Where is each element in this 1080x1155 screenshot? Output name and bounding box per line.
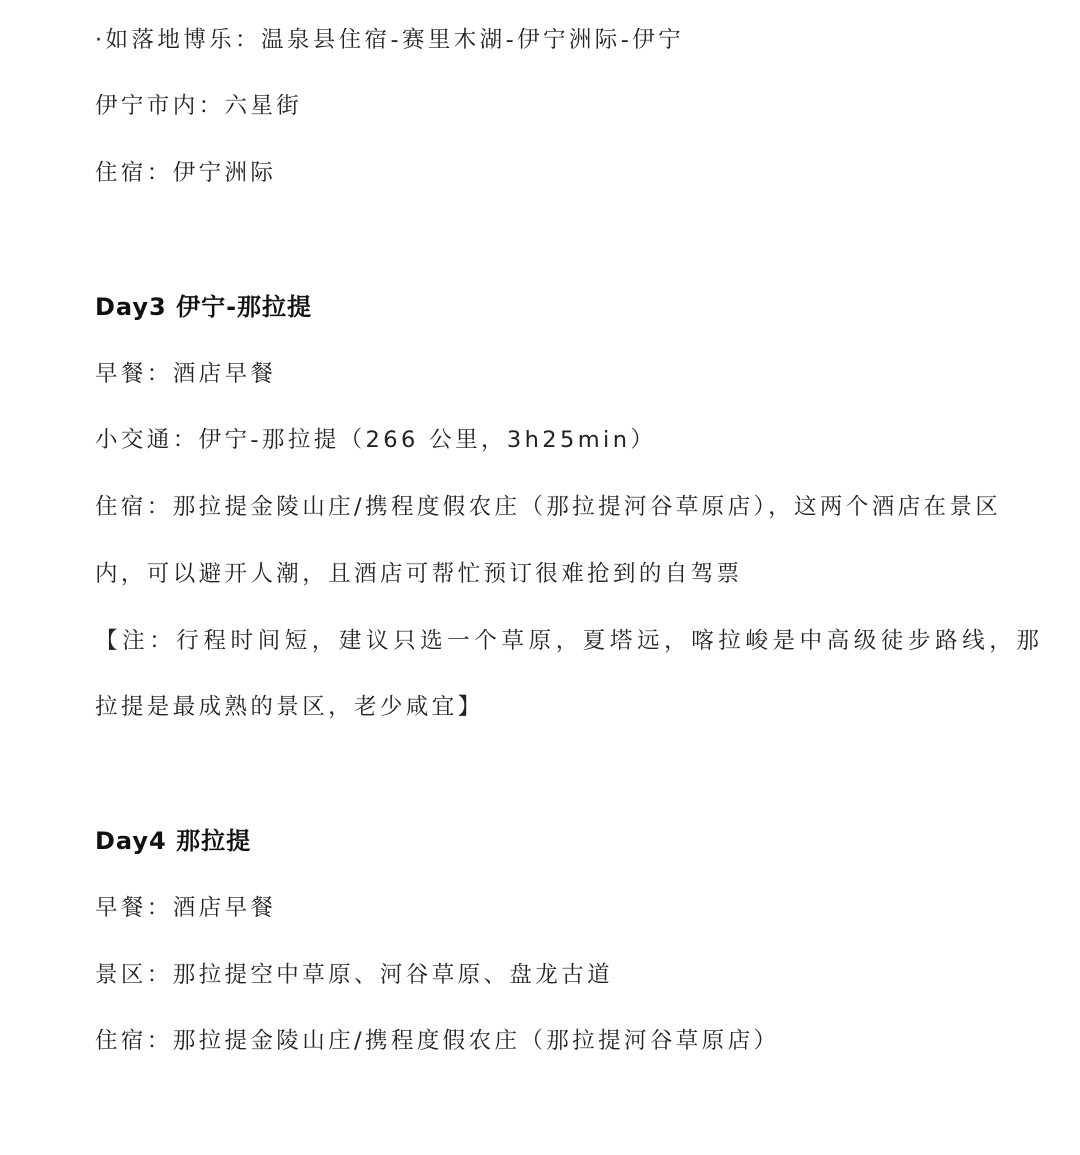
day3-stay-line-1: 住宿：那拉提金陵山庄/携程度假农庄（那拉提河谷草原店），这两个酒店在景区 xyxy=(95,494,1002,520)
stay-line: 住宿：伊宁洲际 xyxy=(95,160,277,186)
day3-heading: Day3 伊宁-那拉提 xyxy=(95,293,313,321)
day3-note-line-2: 拉提是最成熟的景区，老少咸宜】 xyxy=(95,694,484,720)
day4-heading: Day4 那拉提 xyxy=(95,827,252,855)
day4-scenic-line: 景区：那拉提空中草原、河谷草原、盘龙古道 xyxy=(95,962,614,988)
day3-note-line-1: 【注：行程时间短，建议只选一个草原，夏塔远，喀拉峻是中高级徒步路线，那 xyxy=(95,628,1044,654)
day4-stay-line: 住宿：那拉提金陵山庄/携程度假农庄（那拉提河谷草原店） xyxy=(95,1028,780,1054)
bullet-route-line: ·如落地博乐：温泉县住宿-赛里木湖-伊宁洲际-伊宁 xyxy=(95,27,685,53)
day3-breakfast-line: 早餐：酒店早餐 xyxy=(95,361,277,387)
day3-stay-line-2: 内，可以避开人潮，且酒店可帮忙预订很难抢到的自驾票 xyxy=(95,561,743,587)
city-line: 伊宁市内：六星街 xyxy=(95,93,303,119)
day4-breakfast-line: 早餐：酒店早餐 xyxy=(95,895,277,921)
day3-transport-line: 小交通：伊宁-那拉提（266 公里，3h25min） xyxy=(95,427,657,453)
